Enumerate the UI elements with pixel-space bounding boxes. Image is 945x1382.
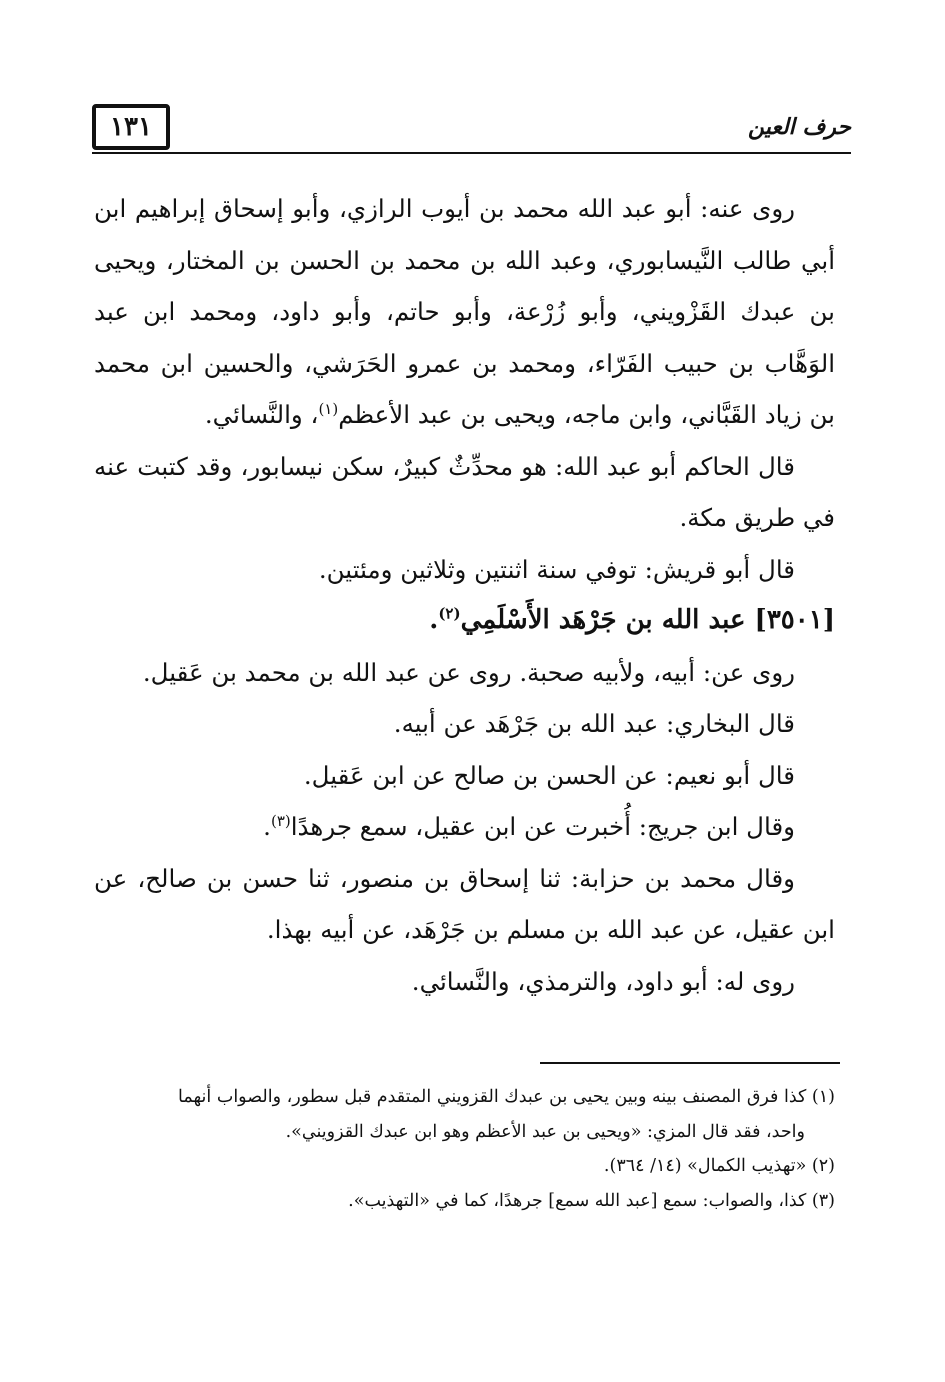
entry-end: .	[429, 605, 439, 635]
paragraph-rawa-an: روى عن: أبيه، ولأبيه صحبة. روى عن عبد الله بن محمد بن عَقيل.	[142, 657, 795, 687]
footnote-1: (١) كذا فرق المصنف بينه وبين يحيى بن عبدك القزويني المتقدم قبل سطور، والصواب أنهما	[178, 1087, 835, 1107]
footnote-ref: (١)	[318, 399, 339, 418]
paragraph-text: روى عنه: أبو عبد الله محمد بن أيوب الرازي، وأبو إسحاق إبراهيم ابن أبي طالب النَّيسابوري، وعبد الله بن محمد بن الحسن بن المختار، ويحيى بن عبدك القَزْويني، وأبو زُرْعة، وأبو حاتم، وأبو داود، ومحمد ابن عبد الوَهَّاب بن حبيب الفَرّاء، ومحمد بن عمرو الحَرَشي، والحسين ابن محمد بن زياد القَبَّاني، وابن ماجه، ويحيى بن عبد الأعظم	[94, 194, 835, 429]
paragraph-death: قال أبو قريش: توفي سنة اثنتين وثلاثين ومئتين.	[318, 554, 795, 584]
page-number: ١٣١	[92, 104, 170, 150]
paragraph-hazaba: وقال محمد بن حزابة: ثنا إسحاق بن منصور، ثنا حسن بن صالح، عن ابن عقيل، عن عبد الله بن مسلم بن جَرْهَد، عن أبيه بهذا.	[94, 863, 835, 944]
footnote-ref: (٣)	[270, 811, 291, 830]
footnotes	[94, 1080, 835, 1218]
paragraph-text: .	[263, 812, 271, 841]
footnote-2: (٢) «تهذيب الكمال» (١٤/ ٣٦٤).	[603, 1156, 835, 1176]
footnote-1-continued: واحد، فقد قال المزي: «ويحيى بن عبد الأعظم وهو ابن عبدك القزويني».	[285, 1121, 805, 1142]
paragraph-text: ، والنَّسائي.	[204, 400, 319, 429]
paragraph-rawa-lahu: روى له: أبو داود، والترمذي، والنَّسائي.	[411, 966, 795, 996]
header-rule	[92, 152, 851, 154]
paragraph-bukhari: قال البخاري: عبد الله بن جَرْهَد عن أبيه.	[393, 709, 795, 738]
footnote-rule	[540, 1062, 840, 1064]
main-text	[94, 183, 835, 1007]
entry-name: عبد الله بن جَرْهَد الأَسْلَمِي	[460, 605, 746, 635]
paragraph-text: وقال ابن جريج: أُخبرت عن ابن عقيل، سمع جرهدًا	[290, 812, 795, 841]
paragraph-ibn-jurayj	[94, 801, 835, 853]
running-head: حرف العين	[747, 114, 851, 140]
paragraph-narrators	[94, 183, 835, 441]
footnote-3: (٣) كذا، والصواب: سمع [عبد الله سمع] جرهدًا، كما في «التهذيب».	[348, 1190, 835, 1211]
paragraph-abu-nuaym: قال أبو نعيم: عن الحسن بن صالح عن ابن عَقيل.	[303, 760, 795, 790]
paragraph-hakim: قال الحاكم أبو عبد الله: هو محدِّثٌ كبيرٌ، سكن نيسابور، وقد كتبت عنه في طريق مكة.	[94, 451, 835, 532]
entry-heading	[94, 595, 835, 647]
entry-number: [٣٥٠١]	[754, 605, 835, 635]
footnote-ref: (٢)	[438, 604, 461, 623]
